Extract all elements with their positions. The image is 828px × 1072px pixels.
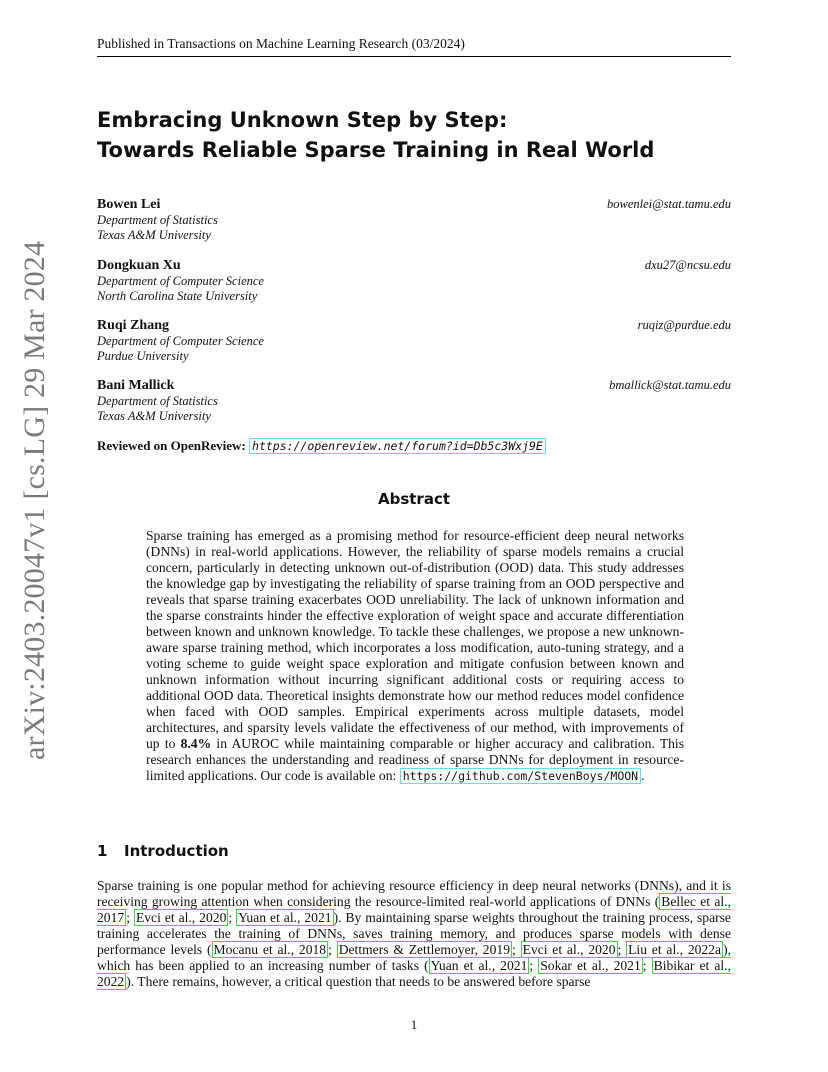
- citation-link[interactable]: Liu et al., 2022a: [628, 942, 722, 957]
- code-link[interactable]: https://github.com/StevenBoys/MOON: [400, 768, 641, 784]
- author-email[interactable]: bowenlei@stat.tamu.edu: [607, 197, 731, 211]
- citation-link[interactable]: Bellec et al., 2017: [97, 894, 731, 925]
- review-line: [97, 438, 546, 454]
- intro-text: Sparse training is one popular method for achieving resource efficiency in deep neural networks (DNNs), and it is receiving growing attention when considering the resource-limited real-world applications of DNNs (: [97, 878, 731, 909]
- author-department: Department of Statistics: [97, 394, 218, 408]
- intro-text: ), which has been applied to an increasing number of tasks (: [97, 942, 731, 973]
- abstract-text: in AUROC while maintaining comparable or higher accuracy and calibration. This research enhances the understanding and readiness of sparse DNNs for deployment in resource-limited applications. Our code is available on:: [146, 736, 684, 783]
- abstract-text: Sparse training has emerged as a promising method for resource-efficient deep neural networks (DNNs) in real-world applications. However, the reliability of sparse models remains a crucial concern, particularly in detecting unknown out-of-distribution (OOD) data. This study addresses the knowledge gap by investigating the reliability of sparse training from an OOD perspective and reveals that sparse training exacerbates OOD unreliability. The lack of unknown information and the sparse constraints hinder the effective exploration of weight space and accurate differentiation between known and unknown knowledge. To tackle these challenges, we propose a new unknown-aware sparse training method, which incorporates a loss modification, auto-tuning strategy, and a voting scheme to guide weight space exploration and mitigate confusion between known and unknown information without incurring significant additional costs or requiring access to additional OOD data. Theoretical insights demonstrate how our method reduces model confidence when faced with OOD samples. Empirical experiments across multiple datasets, model architectures, and sparsity levels validate the effectiveness of our method, with improvements of up to: [146, 528, 684, 751]
- openreview-link[interactable]: https://openreview.net/forum?id=Db5c3Wxj9E: [249, 438, 546, 454]
- author-institution: Texas A&M University: [97, 228, 211, 242]
- author-email[interactable]: dxu27@ncsu.edu: [644, 258, 731, 272]
- author-block: [97, 258, 731, 304]
- citation-link[interactable]: Dettmers & Zettlemoyer, 2019: [338, 942, 510, 957]
- author-name: Bani Mallick: [97, 378, 175, 393]
- section-title: Introduction: [124, 842, 229, 860]
- author-department: Department of Computer Science: [97, 334, 264, 348]
- citation-link[interactable]: Mocanu et al., 2018: [213, 942, 327, 957]
- author-name: Ruqi Zhang: [97, 318, 169, 333]
- abstract-end: .: [641, 768, 645, 783]
- section-heading: [97, 842, 229, 860]
- author-block: [97, 197, 731, 243]
- intro-paragraph: [97, 878, 731, 990]
- author-name: Bowen Lei: [97, 197, 161, 212]
- intro-text: ). By maintaining sparse weights throughout the training process, sparse training accelerates the training of DNNs, saves training memory, and produces sparse models with dense performance levels (: [97, 910, 731, 957]
- intro-text: ;: [529, 958, 539, 973]
- author-block: [97, 318, 731, 364]
- author-institution: Texas A&M University: [97, 409, 211, 423]
- intro-text: ;: [512, 942, 521, 957]
- author-department: Department of Statistics: [97, 213, 218, 227]
- title-line-2: Towards Reliable Sparse Training in Real World: [97, 138, 655, 162]
- abstract-highlight: 8.4%: [180, 736, 212, 751]
- paper-title: [97, 105, 654, 165]
- review-label: Reviewed on OpenReview:: [97, 438, 246, 453]
- author-email[interactable]: bmallick@stat.tamu.edu: [609, 378, 731, 392]
- citation-link[interactable]: Evci et al., 2020: [522, 942, 616, 957]
- citation-link[interactable]: Yuan et al., 2021: [430, 958, 528, 973]
- citation-link[interactable]: Sokar et al., 2021: [540, 958, 641, 973]
- intro-text: ;: [642, 958, 652, 973]
- author-department: Department of Computer Science: [97, 274, 264, 288]
- intro-text: ;: [617, 942, 627, 957]
- author-institution: North Carolina State University: [97, 289, 258, 303]
- abstract-body: [146, 528, 684, 784]
- title-line-1: Embracing Unknown Step by Step:: [97, 108, 508, 132]
- arxiv-stamp: arXiv:2403.20047v1 [cs.LG] 29 Mar 2024: [18, 240, 51, 760]
- author-institution: Purdue University: [97, 349, 189, 363]
- author-block: [97, 378, 731, 424]
- citation-link[interactable]: Evci et al., 2020: [135, 910, 227, 925]
- author-name: Dongkuan Xu: [97, 258, 181, 273]
- intro-text: ). There remains, however, a critical question that needs to be answered before sparse: [126, 974, 591, 989]
- intro-text: ;: [126, 910, 134, 925]
- citation-link[interactable]: Yuan et al., 2021: [238, 910, 332, 925]
- author-email[interactable]: ruqiz@purdue.edu: [637, 318, 731, 332]
- intro-text: ;: [328, 942, 337, 957]
- citation-link[interactable]: Bibikar et al., 2022: [97, 958, 731, 989]
- section-number: 1: [97, 842, 108, 860]
- page-number: 1: [410, 1017, 418, 1032]
- intro-text: ;: [228, 910, 237, 925]
- abstract-heading: Abstract: [377, 490, 451, 508]
- journal-header: Published in Transactions on Machine Learning Research (03/2024): [97, 36, 731, 57]
